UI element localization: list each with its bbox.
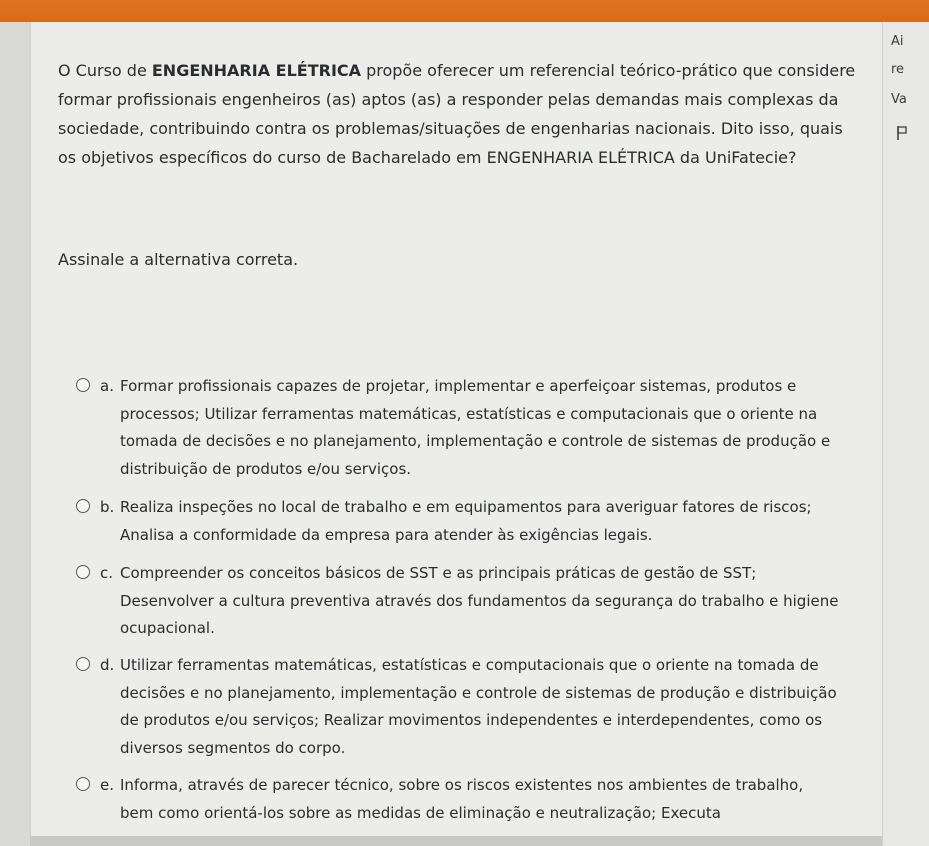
question-text-start: O Curso de bbox=[58, 61, 152, 80]
question-text bbox=[58, 56, 858, 172]
option-letter-a: a. bbox=[100, 377, 114, 395]
option-b[interactable] bbox=[76, 494, 856, 549]
option-letter-e: e. bbox=[100, 776, 114, 794]
instruction-text: Assinale a alternativa correta. bbox=[58, 250, 299, 269]
question-text-end: propõe oferecer um referencial teórico-prático que considere formar profissionais engenheiros (as) aptos (as) a responder pelas demandas mais complexas da sociedade, contribuindo contra os problemas/situações de engenharias nacionais. Dito isso, quais os objetivos específicos do curso de Bacharelado em ENGENHARIA ELÉTRICA da UniFatecie? bbox=[58, 61, 856, 167]
option-text-a[interactable]: Formar profissionais capazes de projetar, implementar e aperfeiçoar sistemas, produtos e processos; Utilizar ferramentas matemáticas, estatísticas e computacionais que o oriente na tomada de decisões e no planejamento, implementação e controle de sistemas de produção e distribuição de produtos e/ou serviços. bbox=[120, 377, 831, 478]
option-letter-b: b. bbox=[100, 498, 115, 516]
option-text-b[interactable]: Realiza inspeções no local de trabalho e em equipamentos para averiguar fatores de riscos; Analisa a conformidade da empresa para atender às exigências legais. bbox=[120, 498, 812, 544]
side-panel bbox=[882, 22, 929, 846]
option-c[interactable] bbox=[76, 560, 856, 643]
option-letter-c: c. bbox=[100, 564, 114, 582]
side-text-2: re bbox=[891, 62, 905, 77]
course-name: ENGENHARIA ELÉTRICA bbox=[151, 61, 362, 80]
option-text-c[interactable]: Compreender os conceitos básicos de SST e as principais práticas de gestão de SST; Desenvolver a cultura preventiva através dos fundamentos da segurança do trabalho e higiene ocupacional. bbox=[120, 564, 839, 637]
radio-e[interactable] bbox=[76, 777, 90, 791]
top-header-bar bbox=[0, 0, 929, 22]
radio-c[interactable] bbox=[76, 565, 90, 579]
option-text-d[interactable]: Utilizar ferramentas matemáticas, estatísticas e computacionais que o oriente na tomada de decisões e no planejamento, implementação e controle de sistemas de produção e distribuição de produtos e/ou serviços; Realizar movimentos independentes e interdependentes, como os diversos segmentos do corpo. bbox=[120, 656, 837, 757]
option-text-e[interactable]: Informa, através de parecer técnico, sobre os riscos existentes nos ambientes de trabalho, bem como orientá-los sobre as medidas de eliminação e neutralização; Executa bbox=[120, 776, 804, 822]
side-text-3: Va bbox=[891, 92, 907, 107]
option-letter-d: d. bbox=[100, 656, 115, 674]
radio-d[interactable] bbox=[76, 657, 90, 671]
side-text-1: Ai bbox=[891, 34, 904, 49]
option-e[interactable] bbox=[76, 772, 856, 827]
option-d[interactable] bbox=[76, 652, 856, 762]
radio-a[interactable] bbox=[76, 378, 90, 392]
bottom-edge bbox=[30, 836, 882, 846]
option-a[interactable] bbox=[76, 373, 856, 483]
radio-b[interactable] bbox=[76, 499, 90, 513]
flag-icon[interactable] bbox=[896, 125, 908, 145]
